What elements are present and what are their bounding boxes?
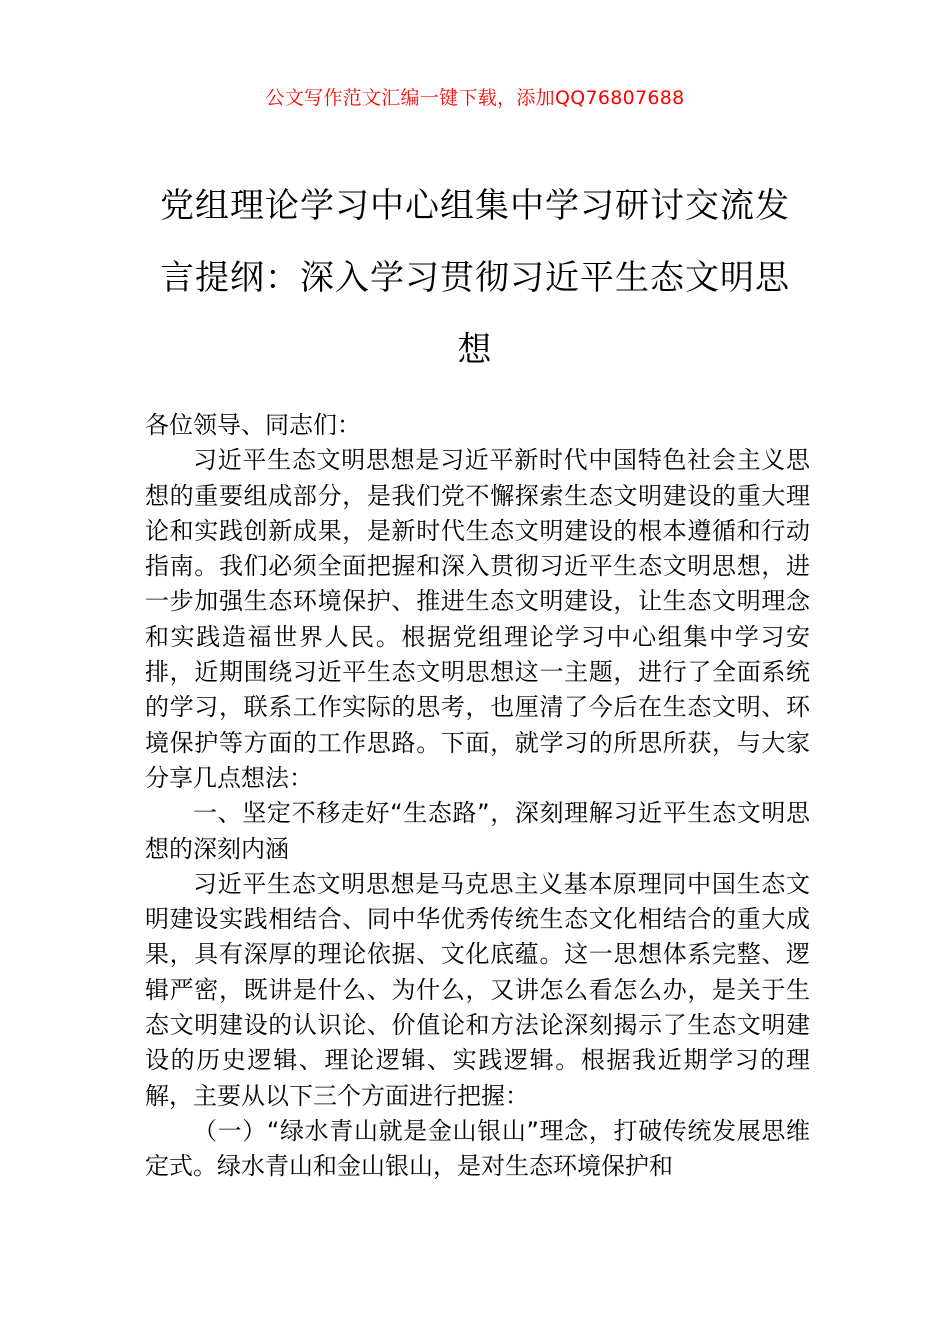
document-body (145, 408, 810, 1185)
subsection-1-paragraph: （一）“绿水青山就是金山银山”理念，打破传统发展思维定式。绿水青山和金山银山，是对生态环境保护和 (145, 1116, 810, 1181)
greeting-line: 各位领导、同志们： (145, 411, 361, 439)
section-1-paragraph: 习近平生态文明思想是马克思主义基本原理同中国生态文明建设实践相结合、同中华优秀传统生态文化相结合的重大成果，具有深厚的理论依据、文化底蕴。这一思想体系完整、逻辑严密，既讲是什么、为什么，又讲怎么看怎么办，是关于生态文明建设的认识论、价值论和方法论深刻揭示了生态文明建设的历史逻辑、理论逻辑、实践逻辑。根据我近期学习的理解，主要从以下三个方面进行把握： (145, 869, 810, 1110)
section-heading-1: 一、坚定不移走好“生态路”，深刻理解习近平生态文明思想的深刻内涵 (145, 799, 810, 863)
document-title: 党组理论学习中心组集中学习研讨交流发言提纲：深入学习贯彻习近平生态文明思想 (160, 186, 790, 370)
intro-paragraph: 习近平生态文明思想是习近平新时代中国特色社会主义思想的重要组成部分，是我们党不懈探索生态文明建设的重大理论和实践创新成果，是新时代生态文明建设的根本遵循和行动指南。我们必须全面把握和深入贯彻习近平生态文明思想，进一步加强生态环境保护、推进生态文明建设，让生态文明理念和实践造福世界人民。根据党组理论学习中心组集中学习安排，近期围绕习近平生态文明思想这一主题，进行了全面系统的学习，联系工作实际的思考，也厘清了今后在生态文明、环境保护等方面的工作思路。下面，就学习的所思所获，与大家分享几点想法： (145, 446, 810, 792)
download-notice: 公文写作范文汇编一键下载，添加QQ76807688 (265, 87, 685, 109)
